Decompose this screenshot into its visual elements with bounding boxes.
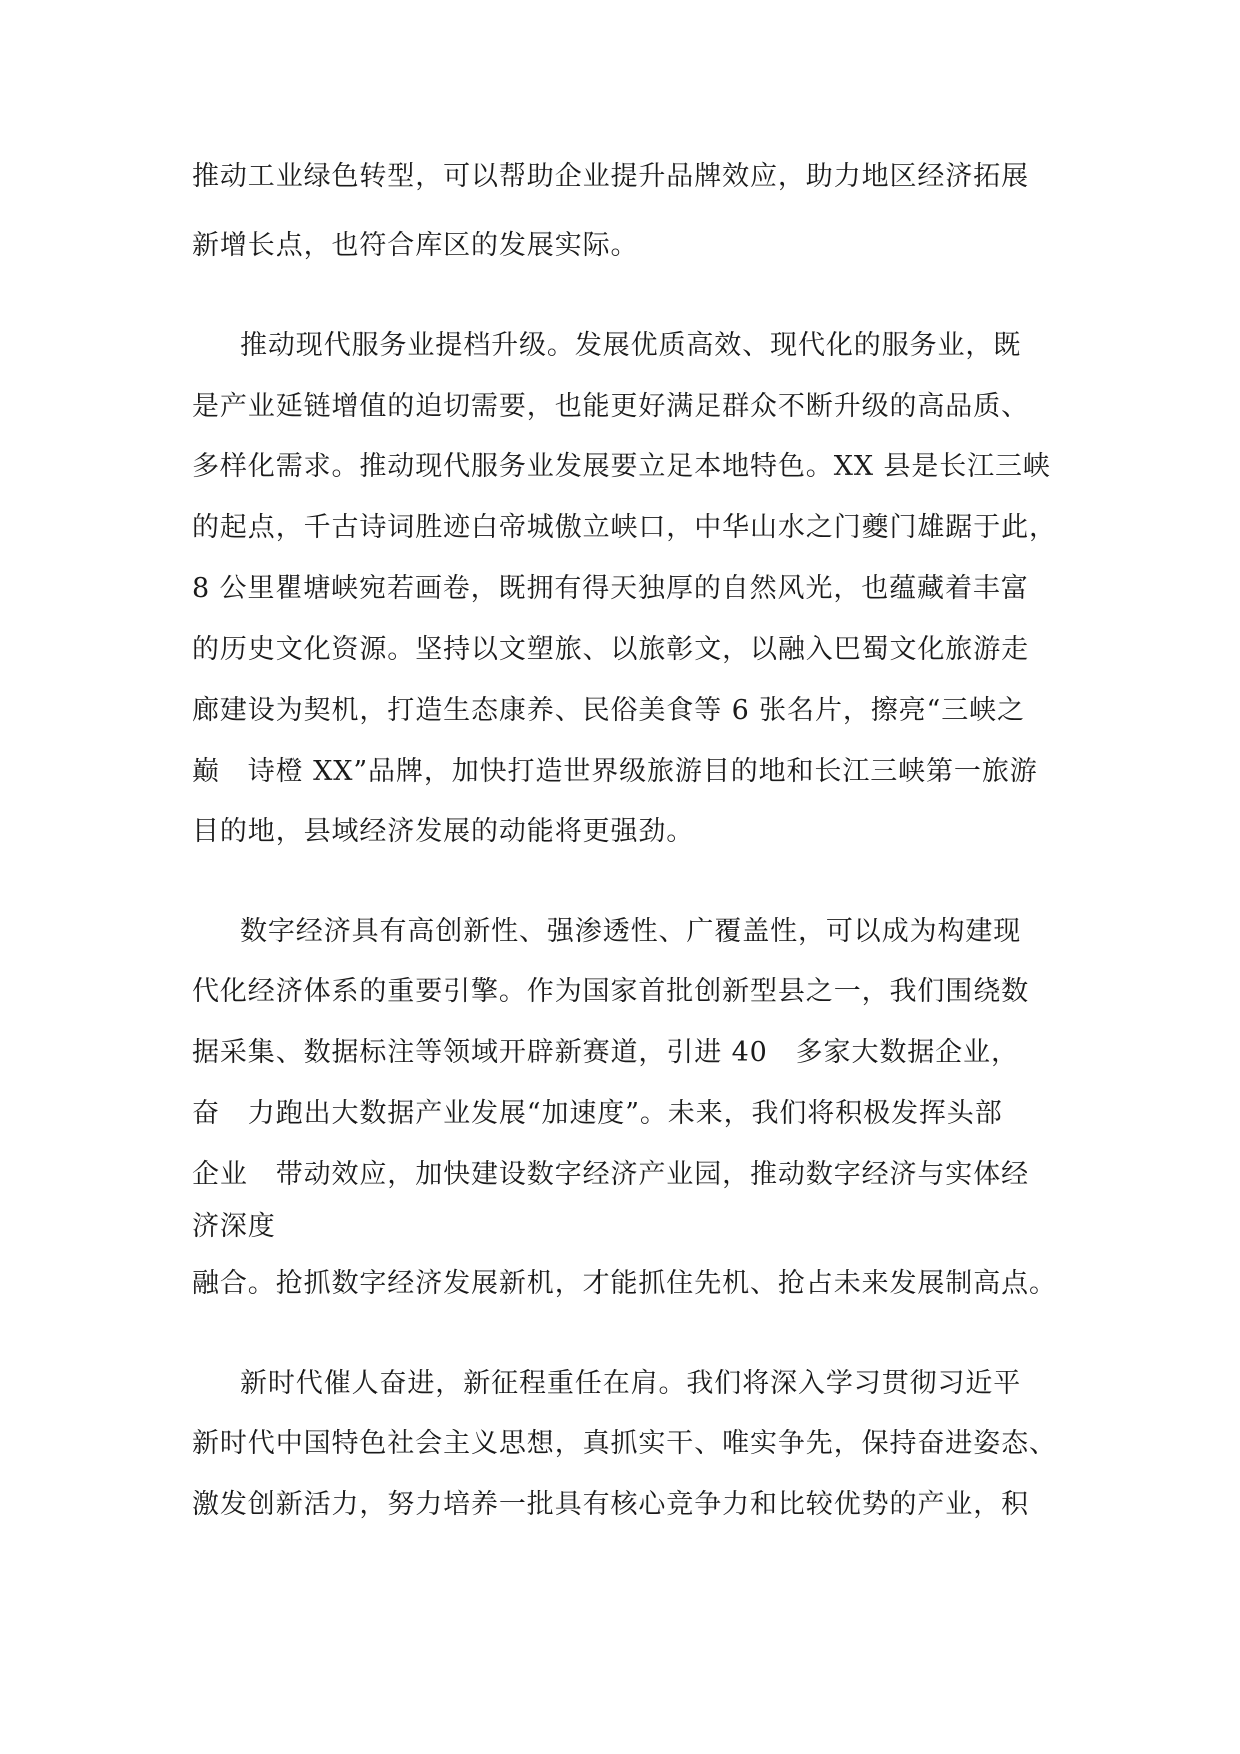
text-line: 奋 力跑出大数据产业发展“加速度”。未来，我们将积极发挥头部 (192, 1098, 1003, 1129)
paragraph-first-line: 新时代催人奋进，新征程重任在肩。我们将深入学习贯彻习近平 (240, 1368, 1022, 1399)
text-line: 多样化需求。推动现代服务业发展要立足本地特色。XX 县是长江三峡 (192, 451, 1051, 482)
text-line: 巅 诗橙 XX”品牌，加快打造世界级旅游目的地和长江三峡第一旅游 (192, 756, 1038, 787)
paragraph-first-line: 数字经济具有高创新性、强渗透性、广覆盖性，可以成为构建现 (240, 916, 1022, 947)
text-line: 济深度 (192, 1211, 276, 1242)
text-line: 目的地，县域经济发展的动能将更强劲。 (192, 816, 695, 847)
text-line: 融合。抢抓数字经济发展新机，才能抓住先机、抢占未来发展制高点。 (192, 1268, 1057, 1299)
text-line: 据采集、数据标注等领域开辟新赛道，引进 40 多家大数据企业， (192, 1037, 1019, 1068)
text-line: 的历史文化资源。坚持以文塑旅、以旅彰文，以融入巴蜀文化旅游走 (192, 634, 1029, 665)
text-line: 推动工业绿色转型，可以帮助企业提升品牌效应，助力地区经济拓展 (192, 161, 1029, 192)
text-line: 8 公里瞿塘峡宛若画卷，既拥有得天独厚的自然风光，也蕴藏着丰富 (192, 573, 1029, 604)
text-line: 新增长点，也符合库区的发展实际。 (192, 230, 639, 261)
text-line: 激发创新活力，努力培养一批具有核心竞争力和比较优势的产业，积 (192, 1489, 1029, 1520)
paragraph-first-line: 推动现代服务业提档升级。发展优质高效、现代化的服务业，既 (240, 330, 1022, 361)
text-line: 廊建设为契机，打造生态康养、民俗美食等 6 张名片，擦亮“三峡之 (192, 695, 1025, 726)
text-line: 企业 带动效应，加快建设数字经济产业园，推动数字经济与实体经 (192, 1159, 1029, 1190)
text-line: 的起点，千古诗词胜迹白帝城傲立峡口，中华山水之门夔门雄踞于此， (192, 512, 1057, 543)
text-line: 代化经济体系的重要引擎。作为国家首批创新型县之一，我们围绕数 (192, 976, 1029, 1007)
text-line: 是产业延链增值的迫切需要，也能更好满足群众不断升级的高品质、 (192, 391, 1029, 422)
text-line: 新时代中国特色社会主义思想，真抓实干、唯实争先，保持奋进姿态、 (192, 1428, 1057, 1459)
